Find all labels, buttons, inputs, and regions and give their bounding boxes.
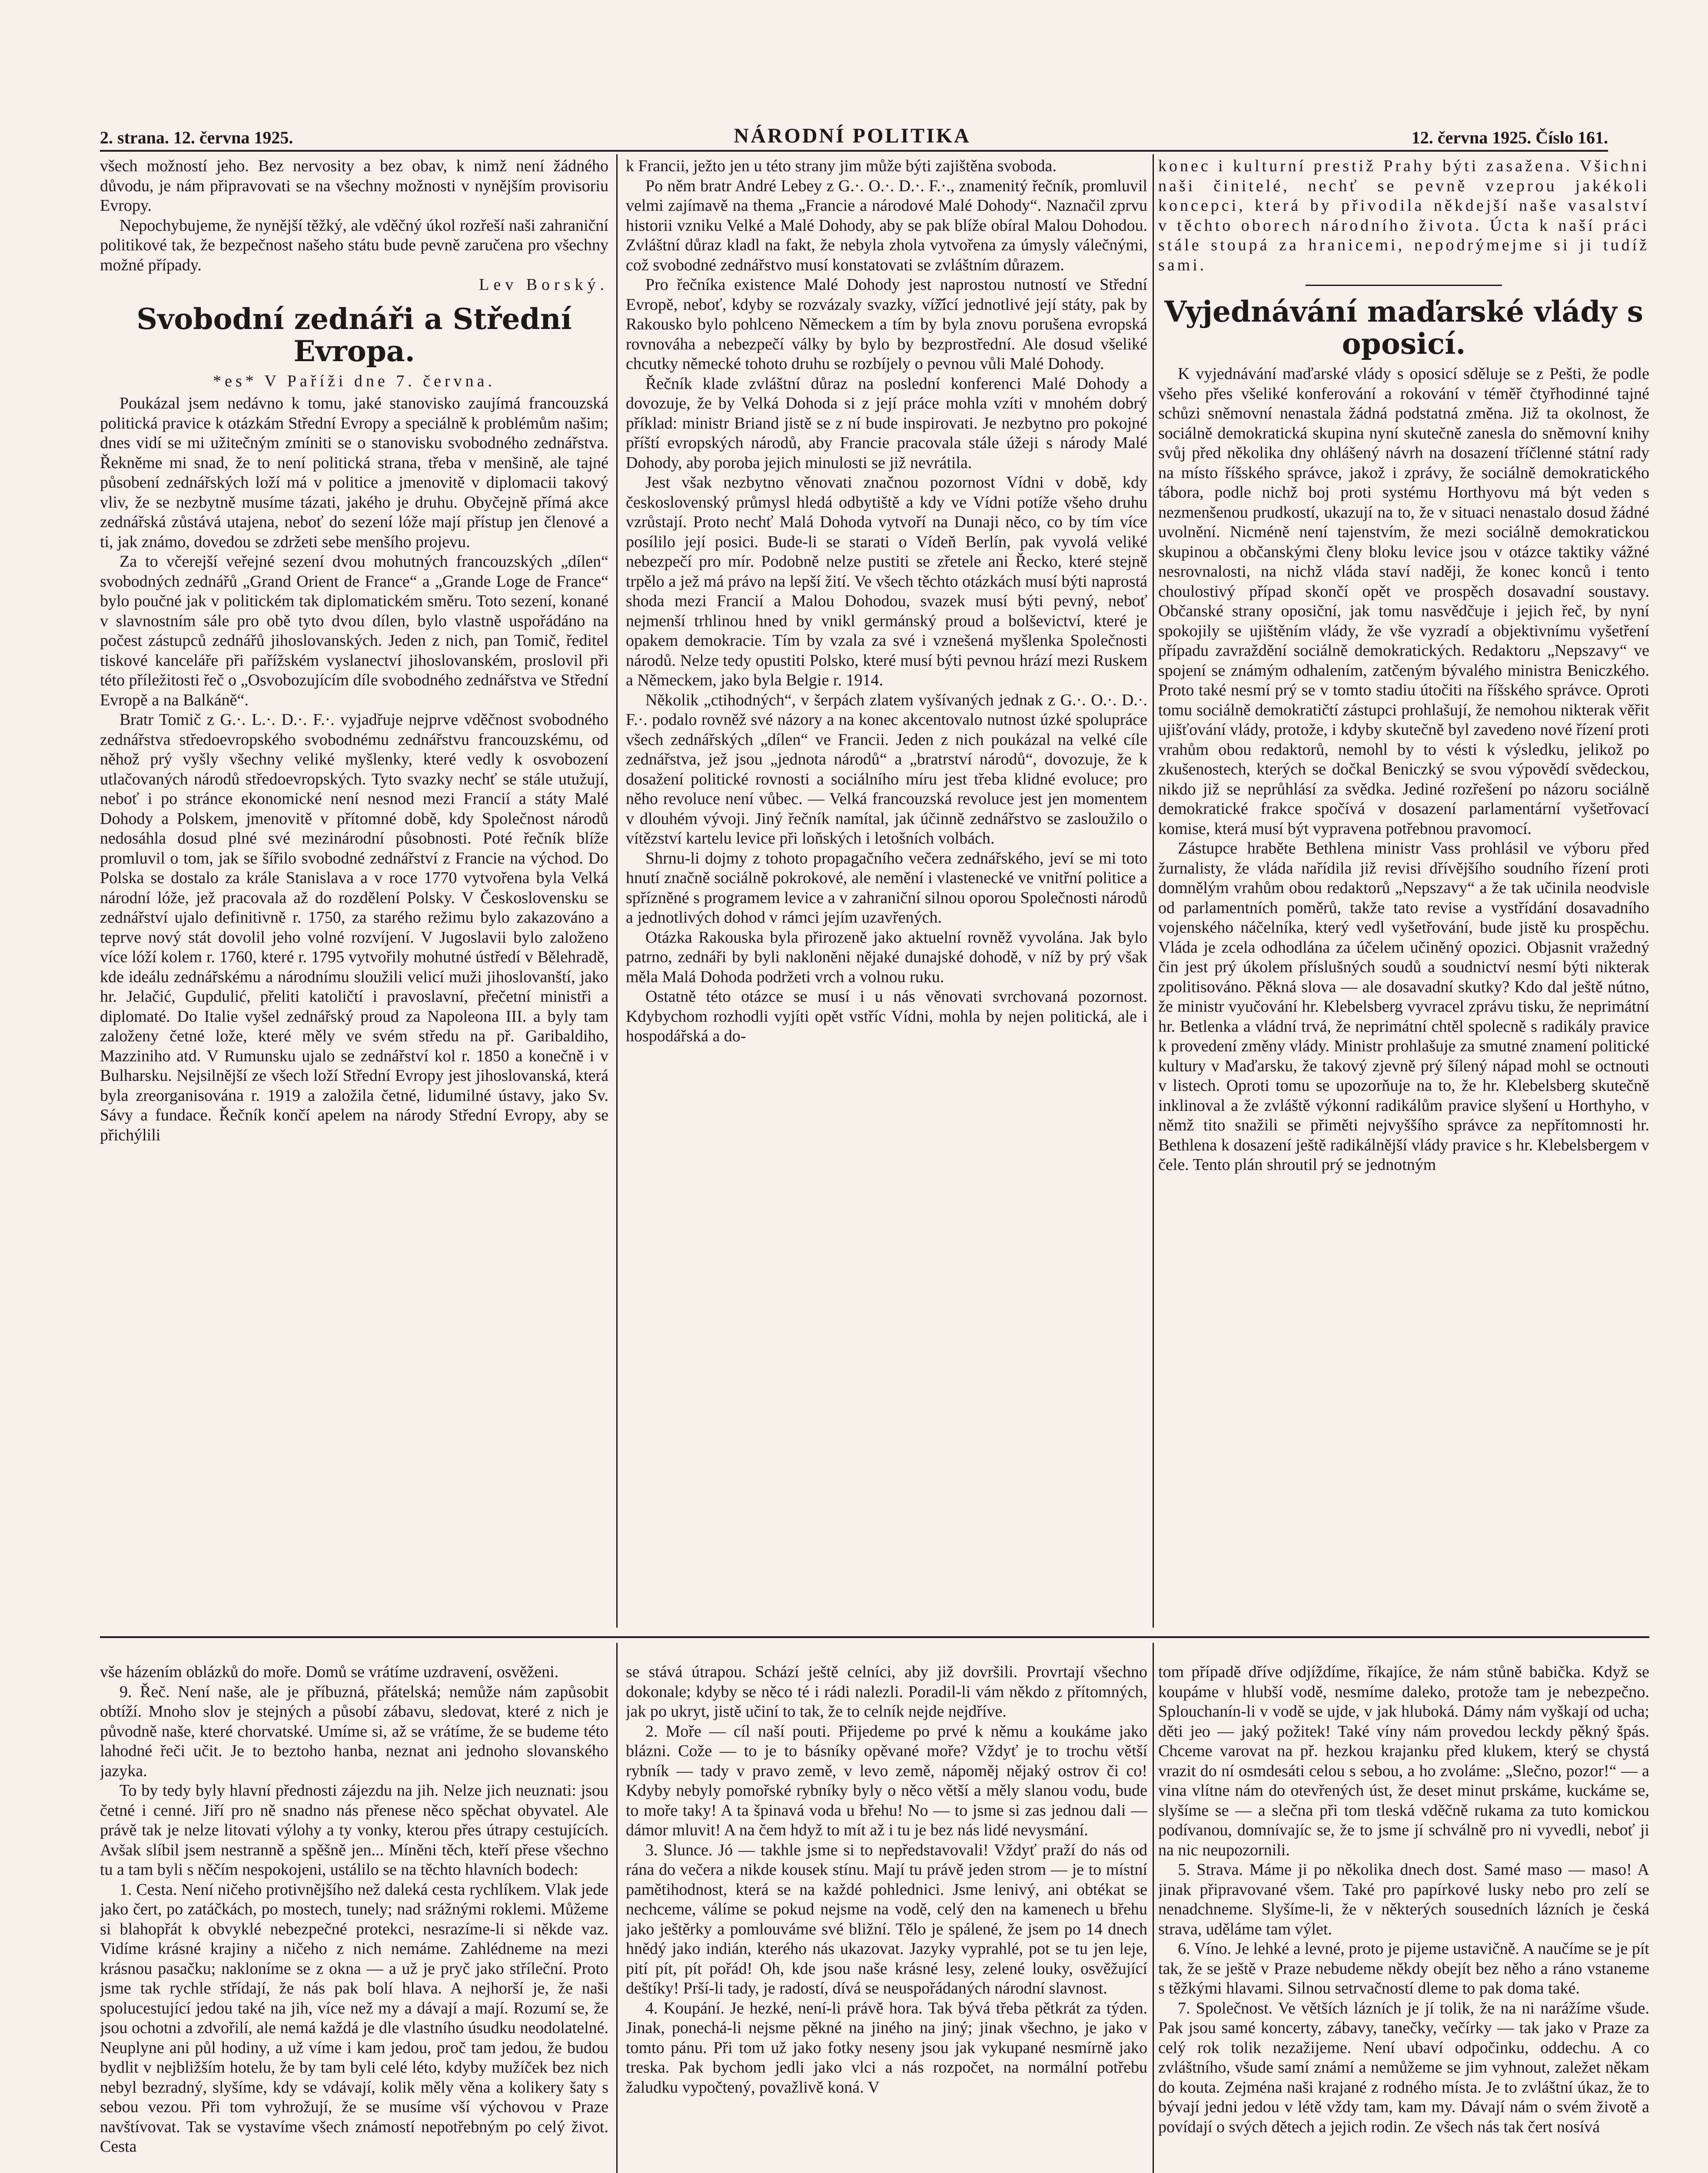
- feuilleton-paragraph: tom případě dříve odjíždíme, říkajíce, že nám stůně babička. Když se koupáme v hlubší vodě, nesmíme daleko, protože tam je nebezpečno. Splouchanín-li v vodě se ujde, v jak hluboká. Dámy nám vyškají od ucha; děti jeo — jaký požitek! Také víny nám provedou leckdy pěkný špás. Chceme varovat na př. hezkou krajanku před klukem, který se chystá vrazit do ní osmdesáti celou s sebou, a ho zvoláme: „Slečno, pozor!“ — a vina vlítne nám do otevřených úst, že deset minut prskáme, kuckáme se, slyšíme se — a slečna při tom tleská vděčně rukama za tuto komickou podívanou, domnívajíc se, že to jsme jí schválně pro ni vyvedli, neboť ji na nic neupozornili.: [1158, 1663, 1649, 1859]
- column-2-bottom: [626, 1662, 1147, 2173]
- feuilleton-paragraph: vše házením oblázků do moře. Domů se vrátíme uzdravení, osvěženi.: [100, 1663, 559, 1681]
- feuilleton-paragraph: 7. Společnost. Ve větších lázních je jí tolik, že na ni narážíme všude. Pak jsou samé koncerty, zábavy, tanečky, večírky — tak jako v Praze za celý rok tolik nezažijeme. Není ubaví odpočinku, oddechu. A co zvláštního, všude samí známí a nemůžeme se jim vyhnout, zaležet někam do kouta. Zejména naši krajané z rodného místa. Je to zvláštní úkaz, že to bývají jedni jedou v létě vždy tam, kam my. Dávají nám o svém životě a povídají o svých dětech a jejich rodin. Ze všech nás tak čert nosívá: [1158, 1999, 1649, 2136]
- article-paragraph: Nepochybujeme, že nynější těžký, ale vděčný úkol rozřeší naši zahraniční politikové tak, že bezpečnost našeho státu bude pevně zaručena pro všechny možné případy.: [100, 216, 608, 274]
- feuilleton-paragraph: 2. Moře — cíl naší pouti. Přijedeme po prvé k němu a koukáme jako blázni. Cože — to je to básníky opěvané moře? Vždyť je to trochu větší rybník — tady v pravo země, v levo země, nápoměj nějaký ostrov či co! Kdyby nebyly pomořské rybníky byly o něco větší a měly slanou vodu, bude to moře taky! A ta špinavá voda u břehu! No — to jsme si zas jednou dali — dámor mluvit! A na čem hdyž to mít až i tu je bez nás lidé nevysmání.: [626, 1722, 1147, 1839]
- feuilleton-paragraph: 4. Koupání. Je hezké, není-li právě hora. Tak bývá třeba pětkrát za týden. Jinak, ponechá-li nejsme pěkné na jiného na jiný; jinak všechno, je jako v tomto pánu. Při tom už jako fotky neseny jsou jak vykupané nesmírně jako treska. Pak bychom jedli jako vlci a nás rozpočet, na normální potřebu žaludku vypočtený, považlivě koná. V: [626, 1999, 1147, 2097]
- column-3-bottom: [1158, 1662, 1649, 2173]
- article-paragraph: Několik „ctihodných“, v šerpách zlatem vyšívaných jednak z G.·. O.·. D.·. F.·. podalo rovněž své názory a na konec akcentovalo nutnost úzké spolupráce všech zednářských „dílen“ ve Francii. Jeden z nich poukázal na velké cíle zednářstva, jež jsou „jednota národů“ a „bratrství národů“, dovozuje, že k dosažení politické rovnosti a sociálního míru jest třeba klidné evoluce; pro něho revoluce není vůbec. — Velká francouzská revoluce jest jen momentem v dlouhém vývoji. Jiný řečník namítal, jak účinně zednářstvo se zasloužilo o vítězství kartelu levice při loňských i letošních volbách.: [626, 691, 1147, 847]
- article-paragraph: Shrnu-li dojmy z tohoto propagačního večera zednářského, jeví se mi toto hnutí značně sociálně pokrokové, ale nemění i vlastenecké ve vnitřní politice a spřízněné s programem levice a v zahraniční silnou oporou Společnosti národů a jednotlivých dohod v rámci jejím uzavřených.: [626, 849, 1147, 927]
- article-paragraph: Bratr Tomič z G.·. L.·. D.·. F.·. vyjadřuje nejprve vděčnost svobodného zednářstva středoevropského svobodnému zednářstvu francouzskému, od něhož prý vyšly všechny veliké myšlenky, které vedly k osvobození utlačovaných národů středoevropských. Tyto svazky nechť se stále utužují, neboť i po stránce ekonomické není nesnod mezi Francií a státy Malé Dohody a Polskem, jmenovitě v přítomné době, kdy Společnost národů nedosáhla dosud plné své mezinárodní působnosti. Poté řečník blíže promluvil o tom, jak se šířilo svobodné zednářství z Francie na východ. Do Polska se dostalo za krále Stanislava a v roce 1770 vytvořena byla Velká národní lóže, jež pracovala až do rozdělení Polsky. V Československu se zednářství ujalo definitivně r. 1750, za starého režimu bylo zakazováno a teprve nový stát dovolil jeho volné rozvíjení. V Jugoslavii bylo založeno více lóží kolem r. 1760, které r. 1795 vytvořily mohutné ústředí v Bělehradě, kde ideálu zednářskému a národnímu sloužili velicí muži jihoslovanští, jako hr. Jelačić, Gupdulić, přeliti katoličtí i pravoslavní, přečetní ministři a diplomaté. Do Italie vyšel zednářský proud za Napoleona III. a byly tam založeny četné lože, které měly ve svém středu na př. Garibaldiho, Mazziniho atd. V Rumunsku ujalo se zednářství kol r. 1850 a konečně i v Bulharsku. Nejsilnější ze všech loží Střední Evropy jest jihoslovanská, která byla zreorganisována r. 1919 a založila četné, lidumilné ústavy, jako Sv. Sávy a fundace. Řečník končí apelem na národy Střední Evropy, aby se přichýlili: [100, 711, 608, 1144]
- page-header: [100, 117, 1608, 148]
- feuilleton-paragraph: 9. Řeč. Není naše, ale je příbuzná, přátelská; nemůže nám zapůsobit obtíží. Mnoho slov je stejných a působí zábavu, sledovat, které z nich je původně naše, které chorvatské. Umíme si, až se vrátíme, že se budeme této lahodné řeči učit. Je to beztoho hanba, neznat ani jednoho slovanského jazyka.: [100, 1682, 608, 1780]
- article-paragraph: Otázka Rakouska byla přirozeně jako aktuelní rovněž vyvolána. Jak bylo patrno, zednáři by byli nakloněni nějaké dunajské dohodě, v níž by prý však měla Malá Dohoda podržeti vrch a volnou ruku.: [626, 928, 1147, 986]
- header-page-info: 2. strana. 12. června 1925.: [100, 128, 293, 147]
- column-divider: [1153, 1643, 1154, 2173]
- column-1-bottom: [100, 1662, 608, 2173]
- column-3-top: [1158, 156, 1649, 1625]
- article-headline: Svobodní zednáři a Střední Evropa.: [136, 302, 572, 368]
- article-paragraph: Jest však nezbytno věnovati značnou pozornost Vídni v době, kdy československý průmysl hledá odbytiště a kdy ve Vídni potíže všeho druhu vzrůstají. Proto nechť Malá Dohoda vytvoří na Dunaji něco, co by tím více posílilo její posici. Bude-li se starati o Vídeň Berlín, pak vyvolá veliké nebezpečí pro mír. Podobně nelze pustiti se zřetele ani Řecko, které stejně trpělo a jež má právo na lepší žití. Ve všech těchto otázkách musí býti naprostá shoda mezi Francií a Malou Dohodou, svazek musí býti pevný, neboť nejmenší trhlinou hned by vnikl germánský proud a bolševictví, které je opakem demokracie. Tím by vzala za své i vznešená myšlenka Společnosti národů. Nelze tedy opustiti Polsko, které musí býti pevnou hrází mezi Ruskem a Německem, jako byla Belgie r. 1914.: [626, 473, 1147, 689]
- feuilleton-paragraph: To by tedy byly hlavní přednosti zájezdu na jih. Nelze jich neuznati: jsou četné i cenné. Jiří pro ně snadno nás přenese něco spěchat obyvatel. Ale právě tak je nelze litovati výlohy a ty vonky, kterou přes útrapy cestujících. Avšak slíbil jsem nestranně a spěšně jen... Míněni těch, kteří přese všechno tu a tam byli s něčím nespokojeni, ustálilo se na těchto hlavních bodech:: [100, 1781, 608, 1879]
- section-separator: [1306, 285, 1502, 286]
- article-paragraph: Poukázal jsem nedávno k tomu, jaké stanovisko zaujímá francouzská politická pravice k otázkám Střední Evropy a speciálně k problémům našim; dnes vidí se mi užitečným zmíniti se o stanovisku svobodného zednářstva. Řekněme mi snad, že to není politická strana, třeba v menšině, ale tajné působení zednářských loží má v politice a jmenovitě v diplomacii takový vliv, že se nezbytně musíme tázati, jakého je druhu. Obyčejně přímá akce zednářská zůstává utajena, neboť do sezení lóže mají přístup jen členové a ti, jak známo, dovedou se zdržeti sebe menšího projevu.: [100, 394, 608, 551]
- masthead-title: NÁRODNÍ POLITIKA: [734, 124, 971, 147]
- article-paragraph: K vyjednávání maďarské vlády s oposicí sděluje se z Pešti, že podle všeho přes všeliké konferování a rokování v téměř čtyřhodinné tajné schůzi sněmovní nenastala žádná podstatná změna. Již ta okolnost, že sociálně demokratická skupina nyní skutečně zanesla do sněmovní knihy svůj před několika dny ohlášený návrh na dosazení tříčlenné státní rady na místo říšského správce, jakož i zprávy, že sociálně demokratického tábora, podle nichž boj proti systému Horthyovu má být veden s nezmenšenou prudkostí, ukazují na to, že v situaci nenastalo dosud žádné uvolnění. Nicméně není tajenstvím, že mezi sociálně demokratickou skupinou a občanskými členy bloku levice jsou v otázce taktiky vážné nesrovnalosti, na nichž vláda staví naději, že konec konců i tento choulostivý případ skončí opět ve prospěch dosavadní soustavy. Občanské strany oposiční, jak tomu nasvědčuje i jejich řeč, by nyní spokojily se ujištěním vlády, že vše vyzradí a objektivnímu vyšetření případu zavraždění sociálně demokratických. Redaktoru „Nepszavy“ ve spojení se známým odhalením, zatčeným bývalého ministra Beniczkého. Proto také nesmí prý se v tomto stadiu útočiti na říšského správce. Oproti tomu sociálně demokratičtí zástupci prohlašují, že nemohou nikterak věřit ujišťování vlády, protože, i kdyby skutečně byl zavedeno nové řízení proti vrahům obou redaktorů, nemohl by to vésti k výsledku, jelikož po zkušenostech, kterých se dočkal Beniczký se svou výpovědí svědeckou, nikdo již se neprůhlásí za svědka. Jediné rozřešení po názoru sociálně demokratické frakce spočívá v dosazení parlamentární vyšetřovací komise, která musí být vypravena potřebnou pravomocí.: [1158, 365, 1649, 838]
- feuilleton-paragraph: 5. Strava. Máme ji po několika dnech dost. Samé maso — maso! A jinak připravované všem. Také pro papírkové lusky nebo pro zelí se nenadchneme. Slyšíme-li, že v některých sousedních lázních je česká strava, uděláme tam výlet.: [1158, 1861, 1649, 1938]
- header-issue-info: 12. června 1925. Číslo 161.: [1411, 128, 1608, 147]
- article-paragraph: Pro řečníka existence Malé Dohody jest naprostou nutností ve Střední Evropě, neboť, kdyby se rozvázaly svazky, víž̌ící jednotlivé její státy, pak by Rakousko bylo pohlceno Německem a tím by byla znovu porušena evropská rovnováha a nebezpečí války by bylo by bezprostřední. Ale dosud všeliké chcutky německé tohoto druhu se rozbíjely o pevnou vůli Malé Dohody.: [626, 276, 1147, 373]
- column-2-top: [626, 156, 1147, 1625]
- article-paragraph: Ostatně této otázce se musí i u nás věnovati svrchovaná pozornost. Kdybychom rozhodli vyjíti opět vstříc Vídni, mohla by nejen politická, ale i hospodářská a do-: [626, 987, 1147, 1045]
- header-rule: [100, 150, 1608, 152]
- article-paragraph: Řečník klade zvláštní důraz na poslední konferenci Malé Dohody a dovozuje, že by Velká Dohoda si z její práce mohla vzíti v mnohém dobrý příklad: ministr Briand jistě se z ní bude inspirovati. Je nezbytno pro pokojné příští evropských národů, aby Francie pracovala stále úžeji s národy Malé Dohody, aby poroba jejich minulosti se již nevrátila.: [626, 374, 1147, 472]
- article-paragraph: k Francii, ježto jen u této strany jim může býti zajištěna svoboda.: [626, 157, 1057, 175]
- column-divider: [1153, 154, 1154, 1628]
- article-paragraph: všech možností jeho. Bez nervosity a bez obav, k nimž není žádného důvodu, je nám připravovati se na všechny možnosti v nynějším provisoriu Evropy.: [100, 157, 608, 215]
- feuilleton-paragraph: 1. Cesta. Není ničeho protivnějšího než daleká cesta rychlíkem. Vlak jede jako čert, po zatáčkách, po mostech, tunely; nad srážnými roklemi. Můžeme si blahopřát k obvyklé nebezpečné protekci, nesrazíme-li si někde vaz. Vidíme krásné krajiny a ničeho z nich nemáme. Zahlédneme na mezi krásnou pasačku; nakloníme se z okna — a už je pryč jako stříleční. Proto jsme tak rychle střídají, že nás pak bolí hlava. A nejhorší je, že naši spolucestující jedou také na jih, více než my a dávají a mají. Rozumí se, že jsou ochotni a zdvořilí, ale nemá každá je dle vlastního úsudku neodolatelné. Neuplyne ani půl hodiny, a už víme i kam jedou, proč tam jedou, že budou bydlit v nejbližším hotelu, že by tam byli celé léto, kdyby mužíček bez nich nebyl bezradný, slyšíme, kdy se vdávají, kolik měly věna a kolikery šaty s sebou vezou. Při tom vyhrožují, že se musíme vší výchovou v Praze navštívovat. Tak se vystavíme všech známostí nepotřebným po celý život. Cesta: [100, 1880, 608, 2156]
- column-divider: [616, 1643, 618, 2173]
- article-paragraph: Zástupce hraběte Bethlena ministr Vass prohlásil ve výboru před žurnalisty, že vláda nařídila již revisi dřívějšího soudního řízení proti domnělým vrahům obou redaktorů „Nepszavy“ a že tak učinila neodvisle od parlamentních poměrů, takže tato revise a vystřídání dosavadního vojenského náčelníka, který vedl vyšetřování, bude jistě ku prospěchu. Vláda je zcela odhodlána za účelem učiněný opozici. Objasnit vražedný čin jest prý úkolem příslušných soudů a soudnictví nesmí býti nikterak zpolitisováno. Pěkná slova — ale dosavadní skutky? Kdo dal ještě nútno, že ministr vyučování hr. Klebelsberg vyvracel zprávu tisku, že neprimátní hr. Betlenka a vládní trvá, že neprimátní chtěl spolecně s radikály pravice k provedení změny vlády. Ministr prohlašuje za smutné znamení politické kultury v Maďarsku, že takový zjevně prý šílený nápad mohl se octnouti v listech. Oproti tomu se upozorňuje na to, že hr. Klebelsberg skutečně inklinoval a že zvláště výkonní radikálům pravice slyšení u Horthyho, v němž tito snažili se přiměti nejvyššího správce za nepřítomnosti hr. Bethlena k dosazení ještě radikálnější vlády pravice s hr. Klebelsbergem v čele. Tento plán shroutil prý se jednotným: [1158, 839, 1649, 1174]
- article-paragraph: konec i kulturní prestiž Prahy býti zasažena. Všichni naši činitelé, nechť se pevně vzeprou jakékoli koncepci, která by přivodila někdejší naše vasalství v těchto oborech národního života. Úcta k naší práci stále stoupá za hranicemi, nepodrýmejme si ji tudíž sami.: [1158, 157, 1649, 274]
- article-headline: Vyjednávání maďarské vlády s oposicí.: [1164, 295, 1643, 361]
- column-divider: [616, 154, 618, 1628]
- column-1-top: [100, 156, 608, 1625]
- author-signature: Lev Borský.: [479, 276, 608, 294]
- article-dateline: *es* V Paříži dne 7. června.: [213, 372, 495, 390]
- feuilleton-paragraph: 6. Víno. Je lehké a levné, proto je pijeme ustavičně. A naučíme se je pít tak, že se ještě v Praze nebudeme někdy obejít bez něho a ráno vstaneme s těžkými hlavami. Silnou setrvačností dleme to pak doma také.: [1158, 1940, 1649, 1997]
- feuilleton-paragraph: se stává útrapou. Schází ještě celníci, aby již dovršili. Provrtají všechno dokonale; kdyby se něco té i rádi nalezli. Poradil-li vám někdo z přítomných, jak po ukryt, jistě učiní to tak, že to celník nejde nejdříve.: [626, 1663, 1147, 1721]
- article-paragraph: Za to včerejší veřejné sezení dvou mohutných francouzských „dílen“ svobodných zednářů „Grand Orient de France“ a „Grande Loge de France“ bylo poučné jak v politickém tak diplomatickém směru. Toto sezení, konané v slavnostním sále pro obě tyto dvou dílen, bylo vlastně uspořádáno na počest zástupců zednářů jihoslovanských. Jeden z nich, pan Tomič, ředitel tiskové kanceláře při pařížském vyslanectví jihoslovanském, proslovil při této příležitosti řeč o „Osvobozujícím díle svobodného zednářstva ve Střední Evropě a na Balkáně“.: [100, 552, 608, 709]
- article-paragraph: Po něm bratr André Lebey z G.·. O.·. D.·. F.·., znamenitý řečník, promluvil velmi zajímavě na thema „Francie a národové Malé Dohody“. Naznačil zprvu historii vzniku Velké a Malé Dohody, aby se pak blíže obíral Malou Dohodou. Zvláštní důraz kladl na fakt, že nebyla zhola vytvořena za úmysly válečnými, což svobodné zednářstvo musí konstatovati se zvláštním důrazem.: [626, 176, 1147, 274]
- feuilleton-paragraph: 3. Slunce. Jó — takhle jsme si to nepředstavovali! Vždyť praží do nás od rána do večera a nikde kousek stínu. Mají tu právě jeden strom — je to místní pamětihodnost, která se na každé pohlednici. Jsme lenivý, ani obtékat se nechceme, válíme se pokud nejsme na vodě, celý den na kamenech u břehu jako ještěrky a pomlouváme své bližní. Tělo je spálené, že jsem po 14 dnech hnědý jako indián, kterého nás ukazovat. Jazyky vyprahlé, pot se tu jen leje, pití pít, pít pořád! Oh, kde jsou naše krásné lesy, zelené louky, osvěžující deštíky! Prší-li tady, je radostí, dívá se neuspořádaných národní slavnost.: [626, 1841, 1147, 1997]
- section-divider: [100, 1636, 1649, 1638]
